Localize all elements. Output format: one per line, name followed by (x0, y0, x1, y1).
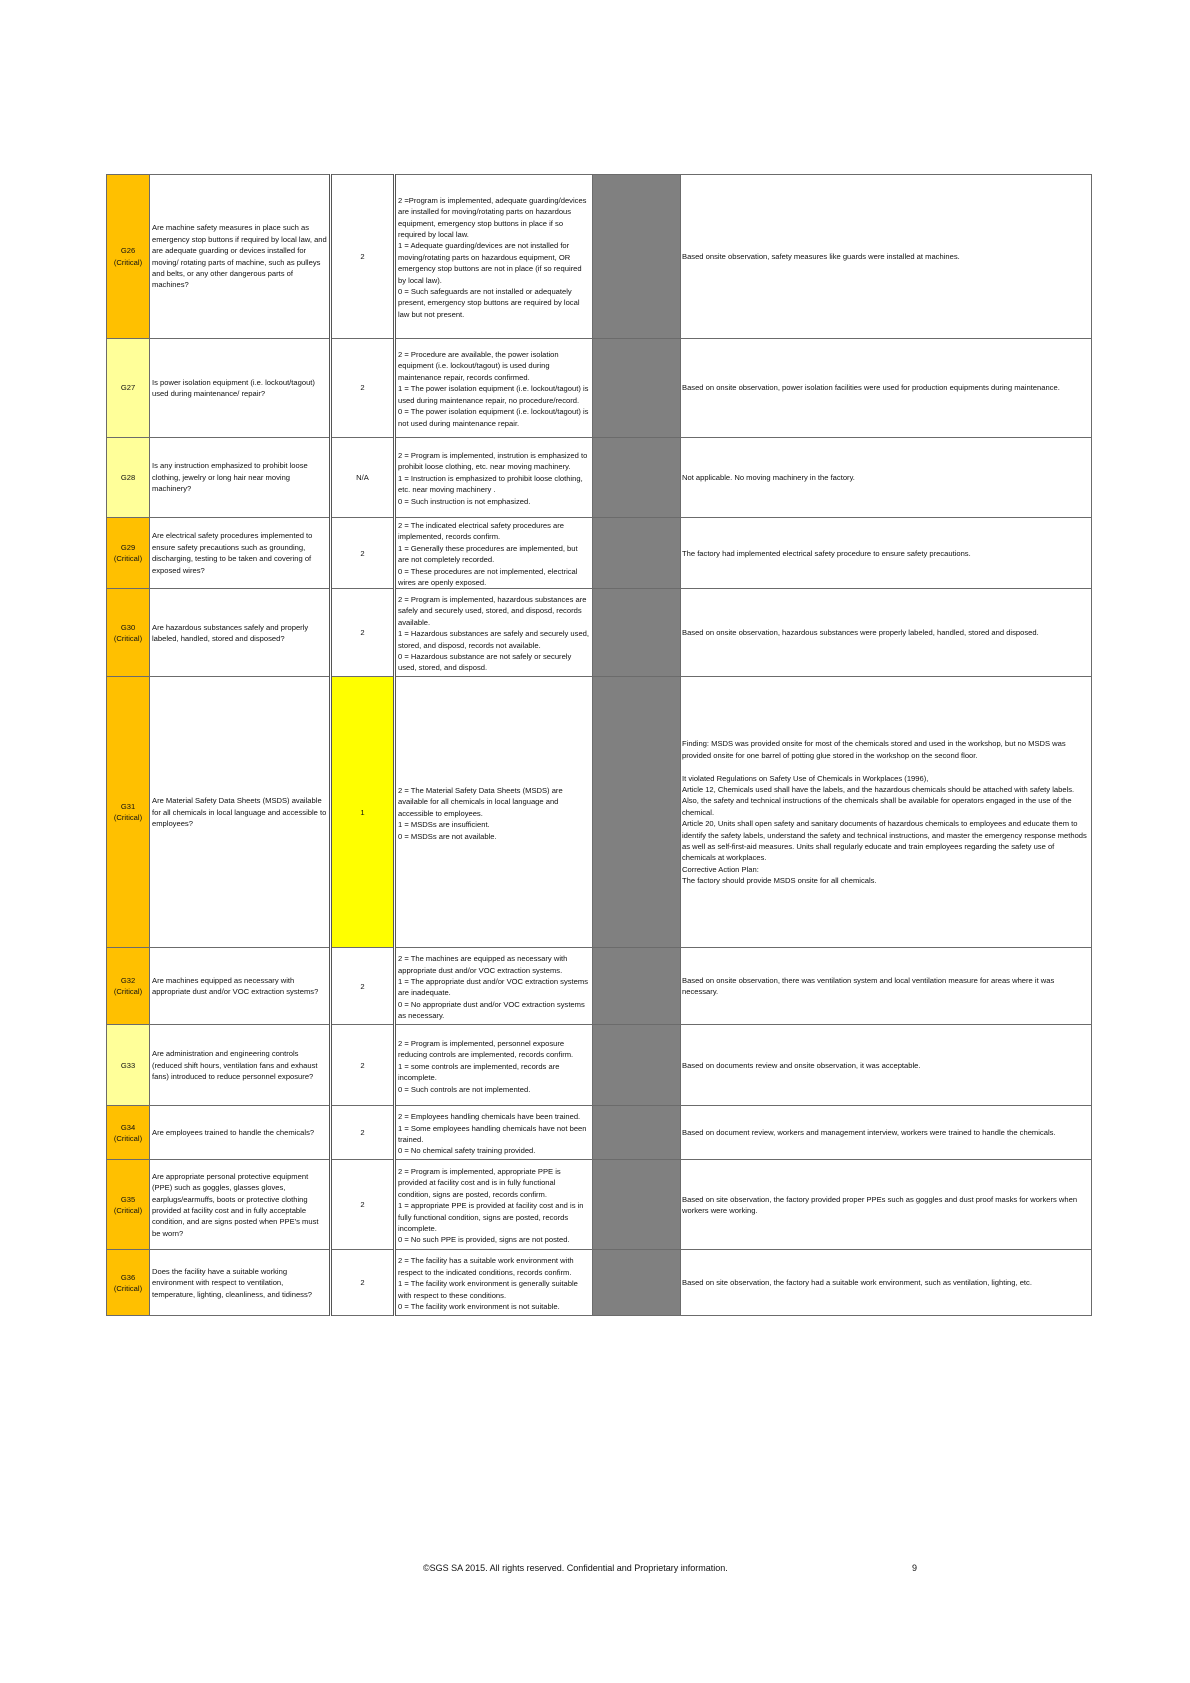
question-text: Does the facility have a suitable working environment with respect to ventilation, temperature, lighting, cleanliness, and tidiness? (150, 1250, 331, 1316)
finding-text: Finding: MSDS was provided onsite for most of the chemicals stored and used in the workshop, but no MSDS was provided onsite for one barrel of potting glue stored in the workshop on the second floor. It violated Regulations on Safety Use of Chemicals in Workplaces (1996), Article 12, Chemicals used shall have the labels, and the hazardous chemicals should be attached with safety labels. Also, the safety and technical instructions of the chemicals shall be available for operators engaged in the use of the chemical. Article 20, Units shall open safety and sanitary documents of hazardous chemicals to employees and educate them to identify the safety labels, understand the safety and technical instructions, and master the emergency response methods as well as self-first-aid measures. Units shall regularly educate and train employees regarding the safety use of chemicals at workplaces. Corrective Action Plan: The factory should provide MSDS onsite for all chemicals. (681, 677, 1092, 948)
item-id: G33 (107, 1025, 150, 1106)
finding-text: Based on onsite observation, hazardous substances were properly labeled, handled, stored and disposed. (681, 589, 1092, 677)
score-cell: 2 (331, 589, 395, 677)
item-id: G34 (Critical) (107, 1106, 150, 1160)
criteria-text: 2 = Procedure are available, the power isolation equipment (i.e. lockout/tagout) is used during maintenance repair, records confirmed. 1 = The power isolation equipment (i.e. lockout/tagout) is used during maintenance repair, no procedure/record. 0 = The power isolation equipment (i.e. lockout/tagout) is not used during maintenance repair. (395, 339, 593, 438)
finding-text: Not applicable. No moving machinery in the factory. (681, 438, 1092, 518)
grey-column-cell (593, 339, 681, 438)
score-cell: N/A (331, 438, 395, 518)
finding-text: Based on document review, workers and management interview, workers were trained to handle the chemicals. (681, 1106, 1092, 1160)
item-id: G36 (Critical) (107, 1250, 150, 1316)
table-row (107, 589, 1092, 677)
grey-column-cell (593, 175, 681, 339)
finding-text: Based on site observation, the factory provided proper PPEs such as goggles and dust proof masks for workers when workers were working. (681, 1160, 1092, 1250)
item-id: G29 (Critical) (107, 518, 150, 589)
score-cell: 2 (331, 1160, 395, 1250)
grey-column-cell (593, 1160, 681, 1250)
finding-text: Based on onsite observation, power isolation facilities were used for production equipments during maintenance. (681, 339, 1092, 438)
item-id: G26 (Critical) (107, 175, 150, 339)
grey-column-cell (593, 518, 681, 589)
copyright-notice: ©SGS SA 2015. All rights reserved. Confidential and Proprietary information. (423, 1563, 728, 1573)
question-text: Are electrical safety procedures implemented to ensure safety precautions such as grounding, discharging, testing to be taken and covering of exposed wires? (150, 518, 331, 589)
criteria-text: 2 = Program is implemented, instrution is emphasized to prohibit loose clothing, etc. near moving machinery. 1 = Instruction is emphasized to prohibit loose clothing, etc. near moving machinery . 0 = Such instruction is not emphasized. (395, 438, 593, 518)
grey-column-cell (593, 948, 681, 1025)
table-row (107, 438, 1092, 518)
grey-column-cell (593, 438, 681, 518)
table-row (107, 1250, 1092, 1316)
score-cell: 1 (331, 677, 395, 948)
score-cell: 2 (331, 339, 395, 438)
page-number: 9 (912, 1563, 918, 1573)
item-id: G28 (107, 438, 150, 518)
grey-column-cell (593, 1025, 681, 1106)
finding-text: Based onsite observation, safety measures like guards were installed at machines. (681, 175, 1092, 339)
grey-column-cell (593, 1250, 681, 1316)
criteria-text: 2 = Employees handling chemicals have been trained. 1 = Some employees handling chemicals have not been trained. 0 = No chemical safety training provided. (395, 1106, 593, 1160)
table-row (107, 1160, 1092, 1250)
question-text: Are Material Safety Data Sheets (MSDS) available for all chemicals in local language and accessible to employees? (150, 677, 331, 948)
table-row (107, 1025, 1092, 1106)
question-text: Are machines equipped as necessary with appropriate dust and/or VOC extraction systems? (150, 948, 331, 1025)
score-cell: 2 (331, 1106, 395, 1160)
criteria-text: 2 = The indicated electrical safety procedures are implemented, records confirm. 1 = Generally these procedures are implemented, but are not completely recorded. 0 = These procedures are not implemented, electrical wires are openly exposed. (395, 518, 593, 589)
finding-text: Based on documents review and onsite observation, it was acceptable. (681, 1025, 1092, 1106)
item-id: G30 (Critical) (107, 589, 150, 677)
item-id: G31 (Critical) (107, 677, 150, 948)
finding-text: Based on site observation, the factory had a suitable work environment, such as ventilation, lighting, etc. (681, 1250, 1092, 1316)
score-cell: 2 (331, 1025, 395, 1106)
audit-table (106, 174, 1092, 1316)
criteria-text: 2 = Program is implemented, appropriate PPE is provided at facility cost and is in fully functional condition, signs are posted, records confirm. 1 = appropriate PPE is provided at facility cost and is in fully functional condition, signs are posted, records incomplete. 0 = No such PPE is provided, signs are not posted. (395, 1160, 593, 1250)
score-cell: 2 (331, 518, 395, 589)
question-text: Are machine safety measures in place such as emergency stop buttons if required by local law, and are adequate guarding or devices installed for moving/ rotating parts of machine, such as pulleys and belts, or any other dangerous parts of machines? (150, 175, 331, 339)
question-text: Is power isolation equipment (i.e. lockout/tagout) used during maintenance/ repair? (150, 339, 331, 438)
criteria-text: 2 =Program is implemented, adequate guarding/devices are installed for moving/rotating parts on hazardous equipment, emergency stop buttons in place if so required by local law. 1 = Adequate guarding/devices are not installed for moving/rotating parts on hazardous equipment, OR emergency stop buttons are not in place (if so required by local law). 0 = Such safeguards are not installed or adequately present, emergency stop buttons are required by local law but not present. (395, 175, 593, 339)
item-id: G27 (107, 339, 150, 438)
question-text: Is any instruction emphasized to prohibit loose clothing, jewelry or long hair near moving machinery? (150, 438, 331, 518)
table-row (107, 1106, 1092, 1160)
criteria-text: 2 = Program is implemented, hazardous substances are safely and securely used, stored, and disposd, records available. 1 = Hazardous substances are safely and securely used, stored, and disposd, records not available. 0 = Hazardous substance are not safely or securely used, stored, and disposd. (395, 589, 593, 677)
criteria-text: 2 = The Material Safety Data Sheets (MSDS) are available for all chemicals in local language and accessible to employees. 1 = MSDSs are insufficient. 0 = MSDSs are not available. (395, 677, 593, 948)
question-text: Are administration and engineering controls (reduced shift hours, ventilation fans and exhaust fans) introduced to reduce personnel exposure? (150, 1025, 331, 1106)
grey-column-cell (593, 677, 681, 948)
table-row (107, 948, 1092, 1025)
item-id: G32 (Critical) (107, 948, 150, 1025)
table-row (107, 175, 1092, 339)
table-row (107, 518, 1092, 589)
score-cell: 2 (331, 175, 395, 339)
finding-text: The factory had implemented electrical safety procedure to ensure safety precautions. (681, 518, 1092, 589)
question-text: Are employees trained to handle the chemicals? (150, 1106, 331, 1160)
criteria-text: 2 = The facility has a suitable work environment with respect to the indicated conditions, records confirm. 1 = The facility work environment is generally suitable with respect to these conditions. 0 = The facility work environment is not suitable. (395, 1250, 593, 1316)
score-cell: 2 (331, 1250, 395, 1316)
item-id: G35 (Critical) (107, 1160, 150, 1250)
criteria-text: 2 = Program is implemented, personnel exposure reducing controls are implemented, records confirm. 1 = some controls are implemented, records are incomplete. 0 = Such controls are not implemented. (395, 1025, 593, 1106)
grey-column-cell (593, 1106, 681, 1160)
question-text: Are hazardous substances safely and properly labeled, handled, stored and disposed? (150, 589, 331, 677)
question-text: Are appropriate personal protective equipment (PPE) such as goggles, glasses gloves, earplugs/earmuffs, boots or protective clothing provided at facility cost and in fully acceptable condition, and are signs posted when PPE's must be worn? (150, 1160, 331, 1250)
finding-text: Based on onsite observation, there was ventilation system and local ventilation measure for areas where it was necessary. (681, 948, 1092, 1025)
score-cell: 2 (331, 948, 395, 1025)
grey-column-cell (593, 589, 681, 677)
table-row (107, 339, 1092, 438)
table-row (107, 677, 1092, 948)
criteria-text: 2 = The machines are equipped as necessary with appropriate dust and/or VOC extraction systems. 1 = The appropriate dust and/or VOC extraction systems are inadequate. 0 = No appropriate dust and/or VOC extraction systems as necessary. (395, 948, 593, 1025)
